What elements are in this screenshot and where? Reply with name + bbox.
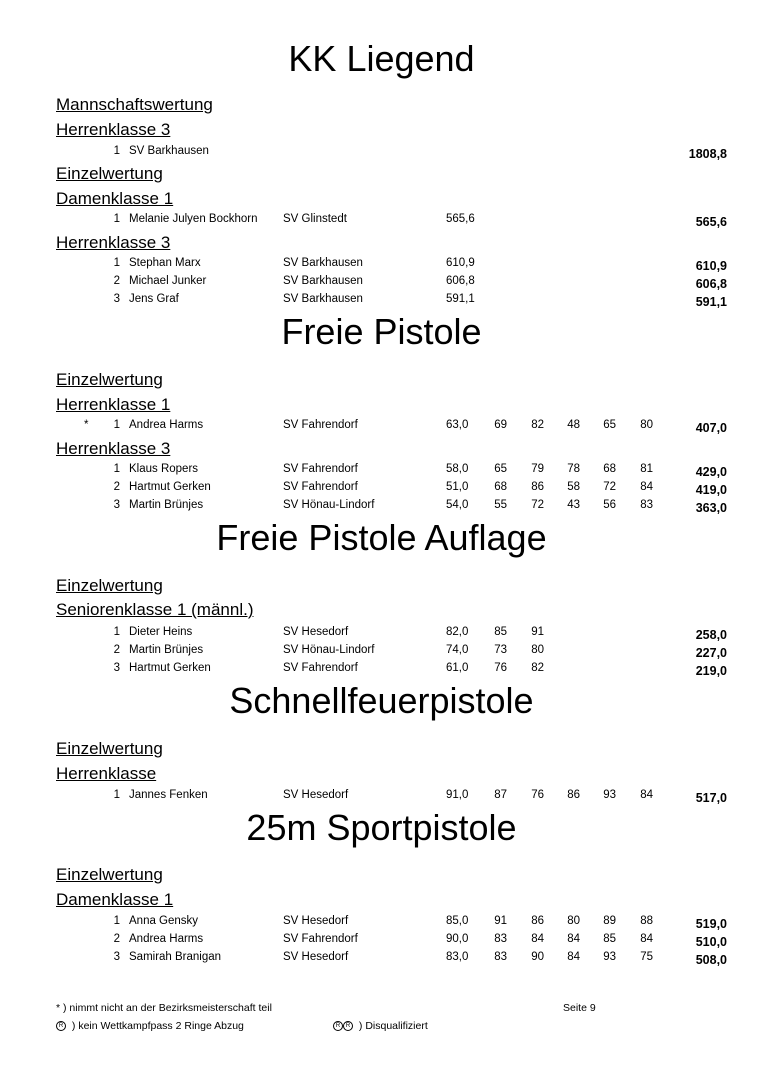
rank: 1 xyxy=(113,213,120,225)
rank: 3 xyxy=(113,293,120,305)
result-row xyxy=(0,213,763,229)
series-score: 85 xyxy=(494,626,507,638)
section-title: Freie Pistole Auflage xyxy=(216,517,547,558)
shooter-name: Anna Gensky xyxy=(129,915,199,927)
series-score: 90,0 xyxy=(446,933,469,945)
total-score: 363,0 xyxy=(695,501,727,515)
page-number: Seite 9 xyxy=(563,1002,596,1014)
series-score: 83 xyxy=(494,951,507,963)
series-score: 79 xyxy=(531,463,544,475)
shooter-name: Martin Brünjes xyxy=(129,644,204,656)
series-score: 43 xyxy=(567,499,580,511)
shooter-name: Michael Junker xyxy=(129,275,207,287)
footnote-no-pass: R ) kein Wettkampfpass 2 Ringe Abzug xyxy=(56,1020,244,1032)
result-row xyxy=(0,644,763,660)
result-row xyxy=(0,257,763,273)
shooter-name: Jannes Fenken xyxy=(129,789,208,801)
result-row xyxy=(0,293,763,309)
shooter-name: Dieter Heins xyxy=(129,626,193,638)
series-score: 56 xyxy=(603,499,616,511)
class-heading: Mannschaftswertung xyxy=(56,95,213,114)
series-score: 86 xyxy=(531,481,544,493)
series-score: 58,0 xyxy=(446,463,469,475)
result-row xyxy=(0,915,763,931)
series-score: 58 xyxy=(567,481,580,493)
shooter-name: Samirah Branigan xyxy=(129,951,222,963)
series-score: 610,9 xyxy=(446,257,475,269)
series-score: 55 xyxy=(494,499,507,511)
class-heading: Damenklasse 1 xyxy=(56,890,174,909)
club-name: SV Barkhausen xyxy=(283,293,363,305)
series-score: 90 xyxy=(531,951,544,963)
series-score: 75 xyxy=(640,951,653,963)
total-score: 517,0 xyxy=(695,791,727,805)
result-row xyxy=(0,951,763,967)
rank: 1 xyxy=(113,463,120,475)
shooter-name: Jens Graf xyxy=(129,293,179,305)
series-score: 80 xyxy=(531,644,544,656)
series-score: 83 xyxy=(640,499,653,511)
total-score: 429,0 xyxy=(695,465,727,479)
rank: 3 xyxy=(113,499,120,511)
class-heading: Einzelwertung xyxy=(56,370,163,389)
result-row xyxy=(0,463,763,479)
class-heading: Seniorenklasse 1 (männl.) xyxy=(56,600,254,619)
series-score: 69 xyxy=(494,419,507,431)
result-row xyxy=(0,481,763,497)
result-row xyxy=(0,499,763,515)
result-row xyxy=(0,626,763,642)
series-score: 61,0 xyxy=(446,662,469,674)
total-score: 606,8 xyxy=(695,277,727,291)
series-score: 606,8 xyxy=(446,275,475,287)
series-score: 84 xyxy=(567,933,580,945)
rank: 2 xyxy=(113,481,120,493)
class-heading: Herrenklasse xyxy=(56,764,157,783)
series-score: 83 xyxy=(494,933,507,945)
total-score: 227,0 xyxy=(695,646,727,660)
class-heading: Einzelwertung xyxy=(56,865,163,884)
rank: 2 xyxy=(113,933,120,945)
series-score: 72 xyxy=(531,499,544,511)
rank: 3 xyxy=(113,662,120,674)
series-score: 84 xyxy=(567,951,580,963)
rank: 2 xyxy=(113,275,120,287)
total-score: 1808,8 xyxy=(688,147,727,161)
shooter-name: Melanie Julyen Bockhorn xyxy=(129,213,258,225)
footnote-not-participating: * ) nimmt nicht an der Bezirksmeisterschaft teil xyxy=(56,1002,272,1014)
series-score: 84 xyxy=(640,789,653,801)
section-title: Schnellfeuerpistole xyxy=(229,680,534,721)
series-score: 86 xyxy=(531,915,544,927)
series-score: 73 xyxy=(494,644,507,656)
class-heading: Einzelwertung xyxy=(56,739,163,758)
series-score: 565,6 xyxy=(446,213,475,225)
series-score: 72 xyxy=(603,481,616,493)
club-name: SV Fahrendorf xyxy=(283,933,358,945)
series-score: 85 xyxy=(603,933,616,945)
result-row xyxy=(0,275,763,291)
no-pass-symbol-icon: R xyxy=(56,1021,66,1031)
series-score: 591,1 xyxy=(446,293,475,305)
shooter-name: Klaus Ropers xyxy=(129,463,199,475)
club-name: SV Hesedorf xyxy=(283,951,349,963)
series-score: 80 xyxy=(640,419,653,431)
series-score: 65 xyxy=(603,419,616,431)
rank: 1 xyxy=(113,419,120,431)
class-heading: Einzelwertung xyxy=(56,164,163,183)
rank: 1 xyxy=(113,145,120,157)
series-score: 76 xyxy=(531,789,544,801)
section-title: 25m Sportpistole xyxy=(246,807,517,848)
series-score: 91 xyxy=(531,626,544,638)
shooter-name: Stephan Marx xyxy=(129,257,201,269)
series-score: 87 xyxy=(494,789,507,801)
shooter-name: Andrea Harms xyxy=(129,933,204,945)
shooter-name: Hartmut Gerken xyxy=(129,481,211,493)
series-score: 63,0 xyxy=(446,419,469,431)
result-row xyxy=(0,789,763,805)
class-heading: Herrenklasse 3 xyxy=(56,120,171,139)
series-score: 84 xyxy=(531,933,544,945)
rank: 1 xyxy=(113,626,120,638)
rank: 2 xyxy=(113,644,120,656)
class-heading: Herrenklasse 3 xyxy=(56,439,171,458)
result-row xyxy=(0,145,763,161)
club-name: SV Hönau-Lindorf xyxy=(283,499,375,511)
club-name: SV Fahrendorf xyxy=(283,419,358,431)
series-score: 74,0 xyxy=(446,644,469,656)
shooter-name: Andrea Harms xyxy=(129,419,204,431)
series-score: 93 xyxy=(603,951,616,963)
total-score: 610,9 xyxy=(695,259,727,273)
shooter-name: Hartmut Gerken xyxy=(129,662,211,674)
club-name: SV Barkhausen xyxy=(283,257,363,269)
series-score: 85,0 xyxy=(446,915,469,927)
club-name: SV Hesedorf xyxy=(283,915,349,927)
total-score: 219,0 xyxy=(695,664,727,678)
series-score: 88 xyxy=(640,915,653,927)
footnote-disqualified: R R ) Disqualifiziert xyxy=(333,1020,428,1032)
series-score: 68 xyxy=(603,463,616,475)
total-score: 591,1 xyxy=(695,295,727,309)
total-score: 565,6 xyxy=(695,215,727,229)
series-score: 81 xyxy=(640,463,653,475)
total-score: 258,0 xyxy=(695,628,727,642)
series-score: 93 xyxy=(603,789,616,801)
series-score: 82 xyxy=(531,662,544,674)
rank: 1 xyxy=(113,257,120,269)
series-score: 68 xyxy=(494,481,507,493)
series-score: 82 xyxy=(531,419,544,431)
series-score: 54,0 xyxy=(446,499,469,511)
rank: 3 xyxy=(113,951,120,963)
series-score: 84 xyxy=(640,933,653,945)
shooter-name: Martin Brünjes xyxy=(129,499,204,511)
series-score: 80 xyxy=(567,915,580,927)
club-name: SV Fahrendorf xyxy=(283,481,358,493)
series-score: 78 xyxy=(567,463,580,475)
series-score: 82,0 xyxy=(446,626,469,638)
series-score: 91 xyxy=(494,915,507,927)
series-score: 91,0 xyxy=(446,789,469,801)
rank: 1 xyxy=(113,915,120,927)
series-score: 76 xyxy=(494,662,507,674)
class-heading: Damenklasse 1 xyxy=(56,189,174,208)
series-score: 86 xyxy=(567,789,580,801)
disqualified-symbol-icon: R xyxy=(333,1021,343,1031)
club-name: SV Barkhausen xyxy=(283,275,363,287)
total-score: 510,0 xyxy=(695,935,727,949)
club-name: SV Hönau-Lindorf xyxy=(283,644,375,656)
series-score: 48 xyxy=(567,419,580,431)
series-score: 89 xyxy=(603,915,616,927)
rank: 1 xyxy=(113,789,120,801)
non-participant-marker: * xyxy=(84,419,89,431)
result-row xyxy=(0,662,763,678)
class-heading: Einzelwertung xyxy=(56,576,163,595)
series-score: 65 xyxy=(494,463,507,475)
total-score: 407,0 xyxy=(695,421,727,435)
club-name: SV Hesedorf xyxy=(283,626,349,638)
club-name: SV Glinstedt xyxy=(283,213,347,225)
club-name: SV Fahrendorf xyxy=(283,463,358,475)
series-score: 83,0 xyxy=(446,951,469,963)
class-heading: Herrenklasse 3 xyxy=(56,233,171,252)
club-name: SV Hesedorf xyxy=(283,789,349,801)
result-row xyxy=(0,419,763,435)
total-score: 508,0 xyxy=(695,953,727,967)
series-score: 84 xyxy=(640,481,653,493)
club-name: SV Fahrendorf xyxy=(283,662,358,674)
total-score: 519,0 xyxy=(695,917,727,931)
section-title: Freie Pistole xyxy=(281,311,482,352)
series-score: 51,0 xyxy=(446,481,469,493)
shooter-name: SV Barkhausen xyxy=(129,145,209,157)
total-score: 419,0 xyxy=(695,483,727,497)
section-title: KK Liegend xyxy=(288,38,475,79)
class-heading: Herrenklasse 1 xyxy=(56,395,171,414)
result-row xyxy=(0,933,763,949)
